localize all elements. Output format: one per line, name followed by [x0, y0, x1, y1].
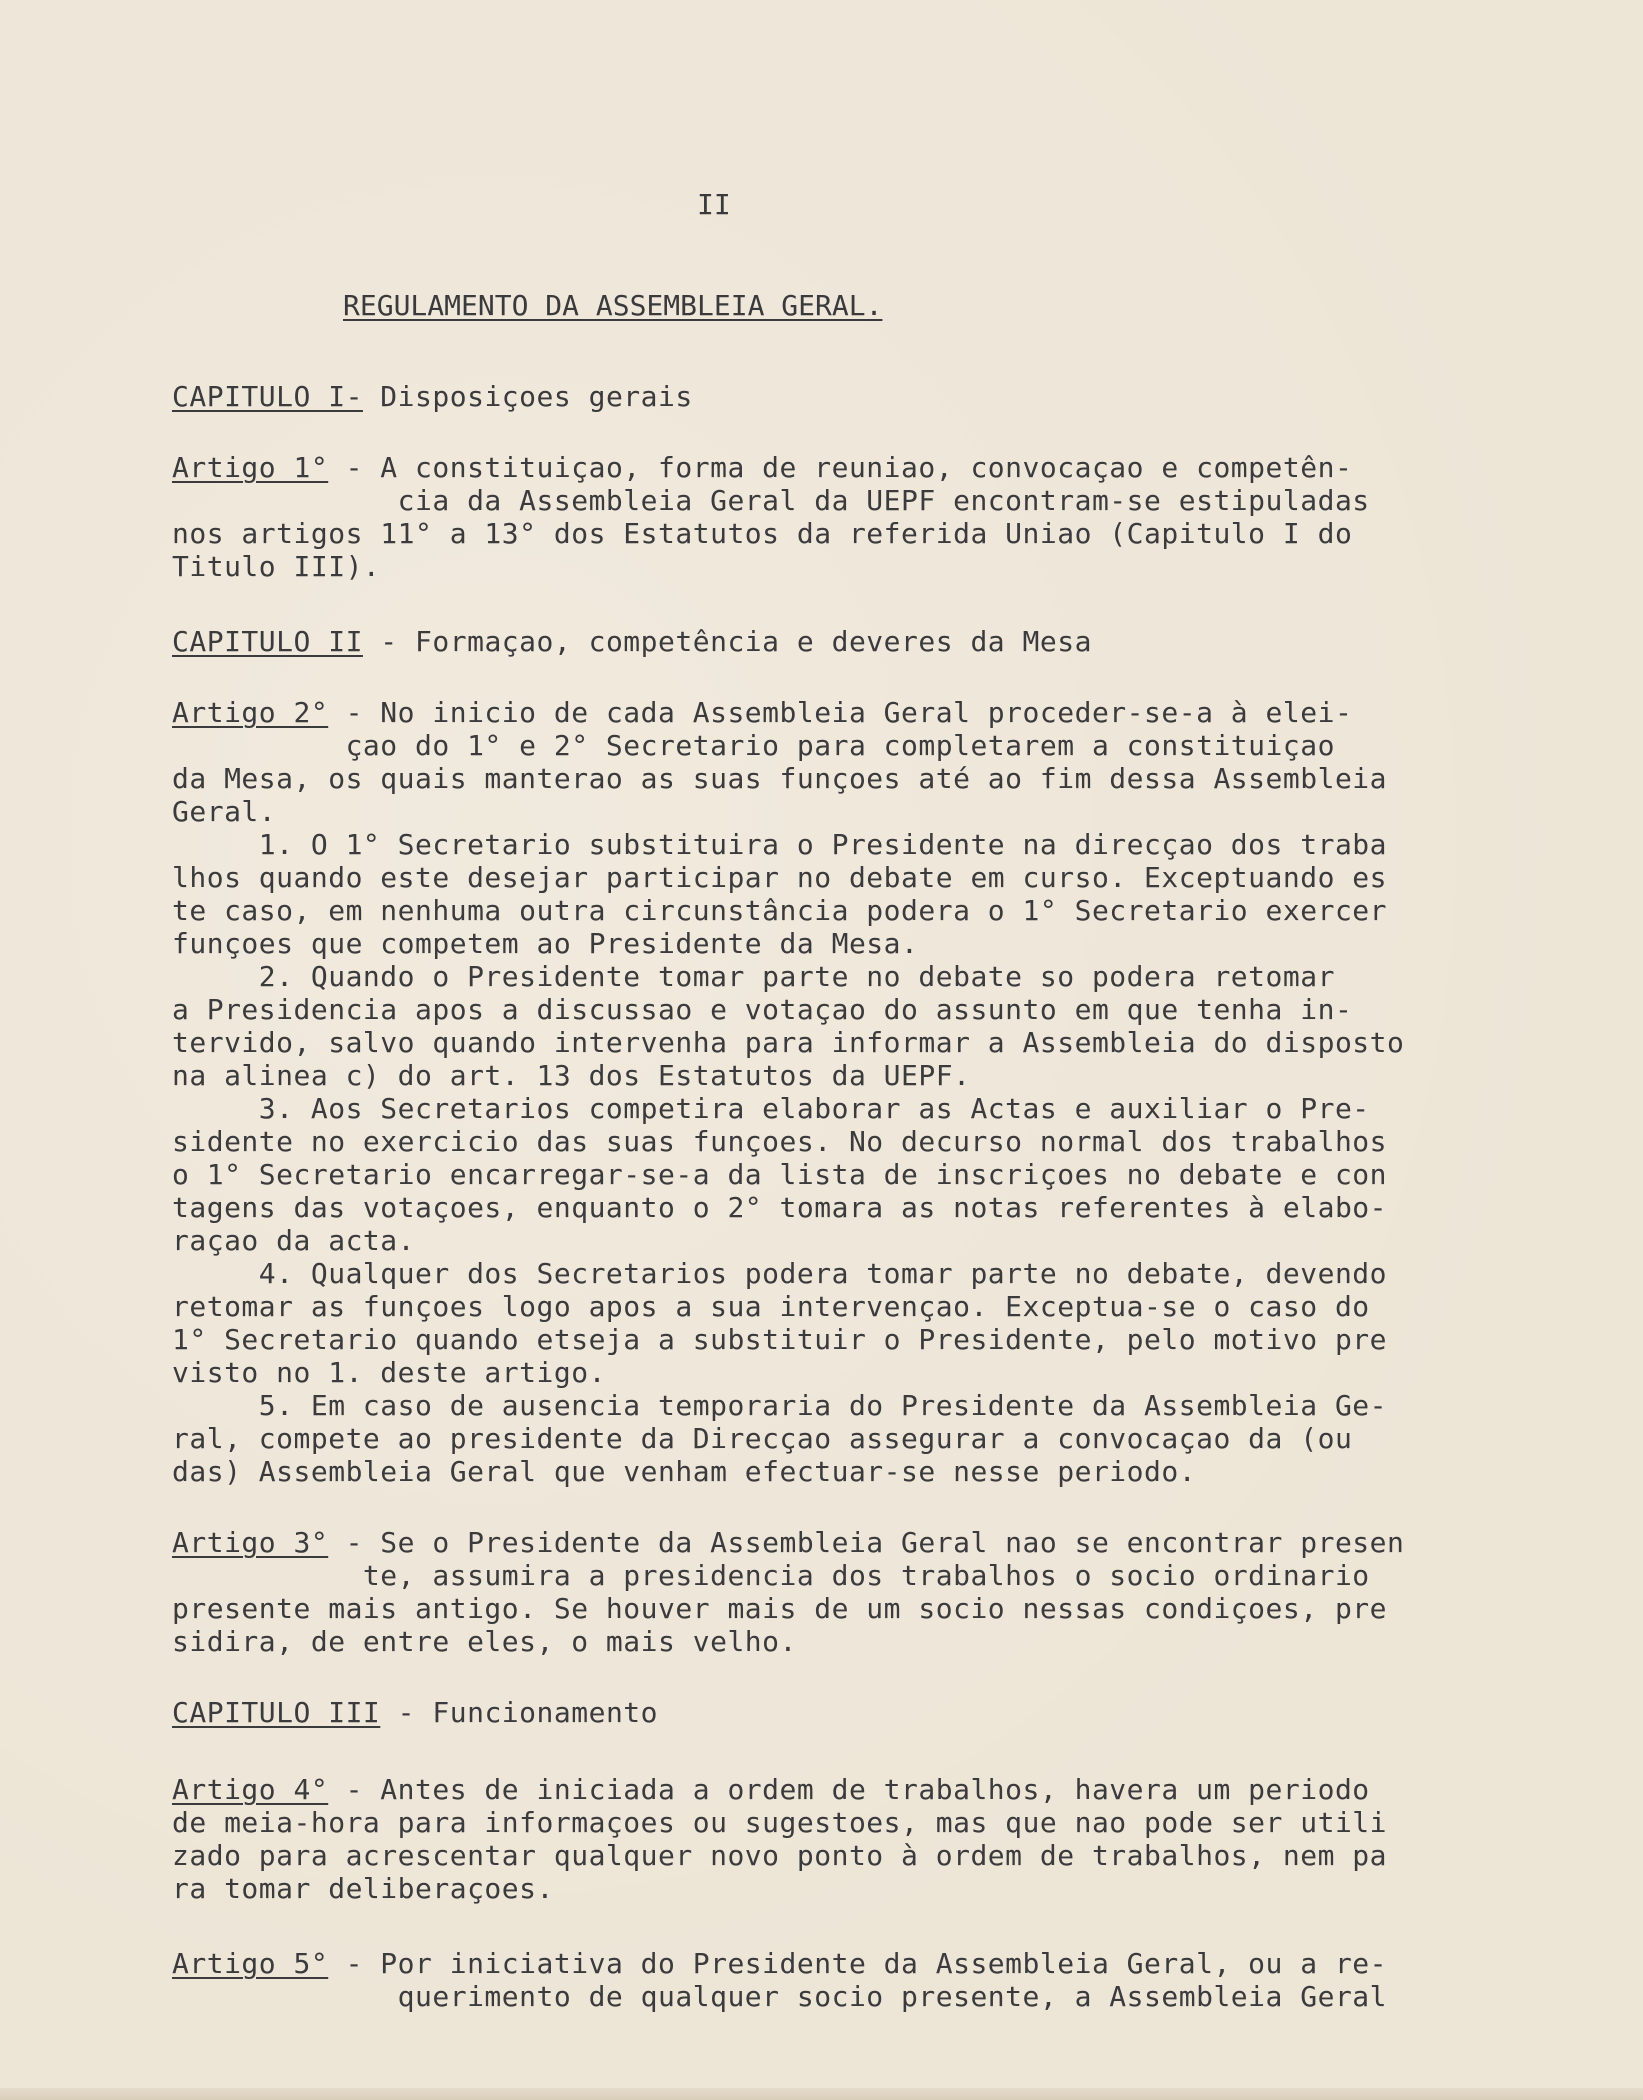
article-block	[172, 1773, 1387, 1905]
text-line: lhos quando este desejar participar no debate em curso. Exceptuando es	[172, 861, 1388, 894]
text-line: ra tomar deliberaçoes.	[172, 1872, 554, 1905]
chapter-heading	[172, 1696, 658, 1729]
chapter-heading	[172, 380, 693, 413]
text-line: da Mesa, os quais manterao as suas funçoes até ao fim dessa Assembleia	[172, 762, 1388, 795]
text-line: querimento de qualquer socio presente, a Assembleia Geral	[172, 1980, 1388, 2013]
text-line	[172, 451, 1370, 484]
text-line: nos artigos 11° a 13° dos Estatutos da referida Uniao (Capitulo I do	[172, 517, 1353, 550]
text-line: sidira, de entre eles, o mais velho.	[172, 1625, 797, 1658]
article-block	[172, 696, 1404, 1488]
text-line: retomar as funçoes logo apos a sua intervençao. Exceptua-se o caso do	[172, 1290, 1370, 1323]
text-line: çao do 1° e 2° Secretario para completarem a constituiçao	[172, 729, 1335, 762]
chapter-heading	[172, 625, 1092, 658]
text-line: o 1° Secretario encarregar-se-a da lista de inscriçoes no debate e con	[172, 1158, 1388, 1191]
chapter-label: CAPITULO III	[172, 1696, 381, 1729]
text-line	[172, 380, 693, 413]
article-text: - Antes de iniciada a ordem de trabalhos, havera um periodo	[328, 1773, 1370, 1806]
text-line: 5. Em caso de ausencia temporaria do Presidente da Assembleia Ge-	[172, 1389, 1388, 1422]
text-line: tervido, salvo quando intervenha para informar a Assembleia do disposto	[172, 1026, 1405, 1059]
text-line: ral, compete ao presidente da Direcçao assegurar a convocaçao da (ou	[172, 1422, 1353, 1455]
text-line	[172, 625, 1092, 658]
article-text: - A constituiçao, forma de reuniao, convocaçao e competên-	[328, 451, 1353, 484]
chapter-title: - Funcionamento	[380, 1696, 659, 1729]
text-line: 3. Aos Secretarios competira elaborar as Actas e auxiliar o Pre-	[172, 1092, 1370, 1125]
text-line: cia da Assembleia Geral da UEPF encontram-se estipuladas	[172, 484, 1370, 517]
article-text: - Por iniciativa do Presidente da Assembleia Geral, ou a re-	[328, 1947, 1388, 1980]
text-line	[172, 1526, 1404, 1559]
article-block	[172, 1526, 1404, 1658]
article-block	[172, 451, 1370, 583]
article-label: Artigo 3°	[172, 1526, 329, 1559]
text-line: das) Assembleia Geral que venham efectuar-se nesse periodo.	[172, 1455, 1197, 1488]
text-line	[172, 1696, 658, 1729]
text-line: de meia-hora para informaçoes ou sugestoes, mas que nao pode ser utili	[172, 1806, 1388, 1839]
text-line: 4. Qualquer dos Secretarios podera tomar parte no debate, devendo	[172, 1257, 1388, 1290]
text-line: Geral.	[172, 795, 277, 828]
chapter-label: CAPITULO I-	[172, 380, 363, 413]
text-line: 1. O 1° Secretario substituira o Presidente na direcçao dos traba	[172, 828, 1388, 861]
article-label: Artigo 1°	[172, 451, 329, 484]
text-line: 1° Secretario quando etseja a substituir o Presidente, pelo motivo pre	[172, 1323, 1388, 1356]
article-text: - No inicio de cada Assembleia Geral proceder-se-a à elei-	[328, 696, 1353, 729]
text-line: sidente no exercicio das suas funçoes. No decurso normal dos trabalhos	[172, 1125, 1388, 1158]
text-line: tagens das votaçoes, enquanto o 2° tomara as notas referentes à elabo-	[172, 1191, 1388, 1224]
article-text: - Se o Presidente da Assembleia Geral nao se encontrar presen	[328, 1526, 1405, 1559]
text-line	[172, 1773, 1387, 1806]
text-line: funçoes que competem ao Presidente da Mesa.	[172, 927, 919, 960]
article-label: Artigo 2°	[172, 696, 329, 729]
chapter-label: CAPITULO II	[172, 625, 363, 658]
text-line: visto no 1. deste artigo.	[172, 1356, 606, 1389]
article-label: Artigo 4°	[172, 1773, 329, 1806]
chapter-title: Disposiçoes gerais	[362, 380, 693, 413]
text-line: zado para acrescentar qualquer novo ponto à ordem de trabalhos, nem pa	[172, 1839, 1388, 1872]
text-line: te, assumira a presidencia dos trabalhos o socio ordinario	[172, 1559, 1370, 1592]
article-block	[172, 1947, 1387, 2013]
text-line: 2. Quando o Presidente tomar parte no debate so podera retomar	[172, 960, 1335, 993]
page-bottom-edge	[0, 2088, 1643, 2100]
text-line: te caso, em nenhuma outra circunstância podera o 1° Secretario exercer	[172, 894, 1388, 927]
text-line: presente mais antigo. Se houver mais de um socio nessas condiçoes, pre	[172, 1592, 1388, 1625]
text-line: na alinea c) do art. 13 dos Estatutos da UEPF.	[172, 1059, 971, 1092]
article-label: Artigo 5°	[172, 1947, 329, 1980]
text-line: Titulo III).	[172, 550, 381, 583]
text-line: raçao da acta.	[172, 1224, 416, 1257]
text-line	[172, 1947, 1387, 1980]
document-title: REGULAMENTO DA ASSEMBLEIA GERAL.	[343, 289, 883, 322]
chapter-title: - Formaçao, competência e deveres da Mesa	[362, 625, 1092, 658]
page-number: II	[697, 188, 731, 221]
text-line	[172, 696, 1404, 729]
text-line: a Presidencia apos a discussao e votaçao do assunto em que tenha in-	[172, 993, 1353, 1026]
